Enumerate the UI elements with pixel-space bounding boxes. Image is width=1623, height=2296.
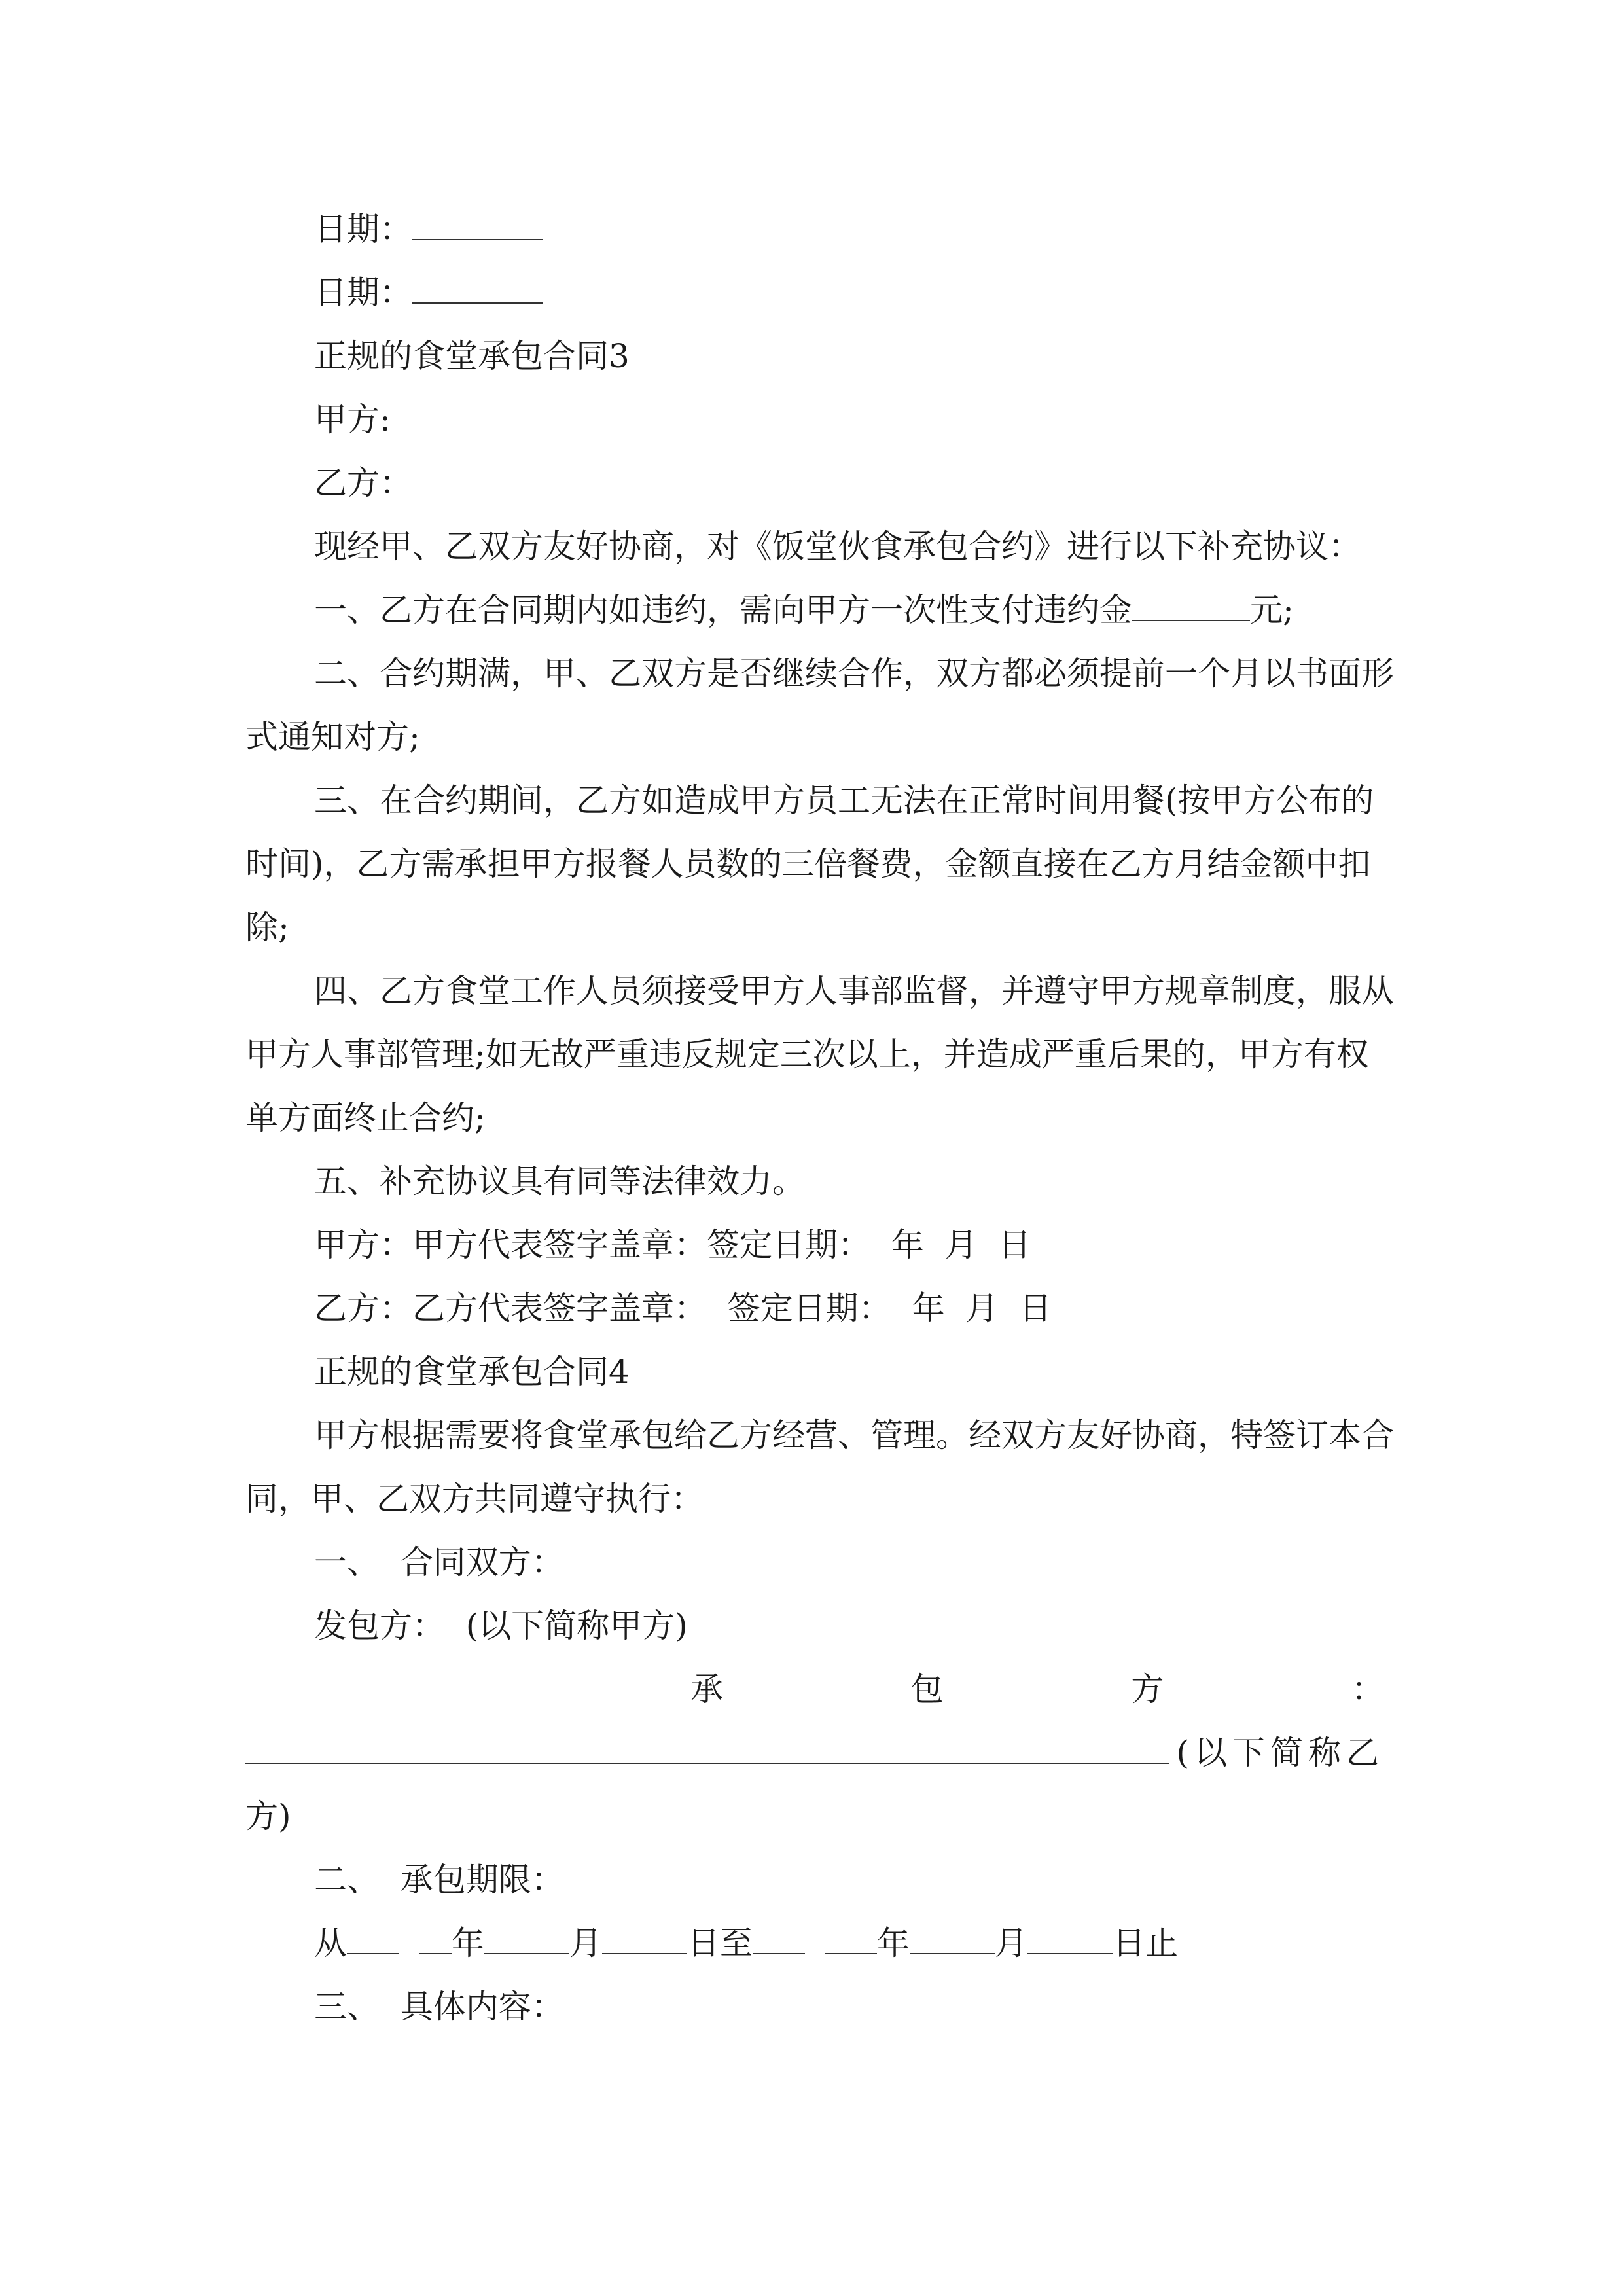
- contract4-section1: 一、 合同双方：: [314, 1543, 564, 1581]
- year-blank: [347, 1914, 399, 1954]
- day-blank: [1027, 1914, 1113, 1954]
- contract3-item4-line2: 甲方人事部管理;如无故严重违反规定三次以上，并造成严重后果的，甲方有权: [245, 1035, 1369, 1073]
- contract4-employer: 发包方： (以下简称甲方): [314, 1607, 688, 1645]
- month-blank: [910, 1914, 995, 1954]
- contract4-intro-line1: 甲方根据需要将食堂承包给乙方经营、管理。经双方友好协商，特签订本合: [314, 1416, 1394, 1454]
- contract4-section3: 三、 具体内容：: [314, 1988, 564, 2026]
- period-day-end: 日止: [1113, 1924, 1178, 1962]
- date-line-2: [245, 260, 1384, 325]
- period-year: 年: [452, 1924, 484, 1962]
- year-blank: [753, 1914, 805, 1954]
- period-from: 从: [314, 1924, 347, 1962]
- contractor-char: 承: [690, 1670, 723, 1708]
- contract3-item2-line1: 二、合约期满，甲、乙双方是否继续合作，双方都必须提前一个月以书面形: [314, 655, 1394, 692]
- contract4-section2: 二、 承包期限：: [314, 1861, 564, 1899]
- contractor-char: 方: [1131, 1670, 1164, 1708]
- date-blank: [412, 263, 543, 304]
- contract3-item3-line3: 除;: [245, 908, 289, 946]
- contract3-item2-line2: 式通知对方;: [245, 718, 420, 756]
- date-label: 日期：: [314, 274, 412, 312]
- contractor-char: 包: [910, 1670, 944, 1708]
- contract3-item3-line1: 三、在合约期间，乙方如造成甲方员工无法在正常时间用餐(按甲方公布的: [314, 781, 1374, 819]
- contract4-intro-line2: 同，甲、乙双方共同遵守执行：: [245, 1480, 704, 1518]
- contractor-char: ：: [1351, 1670, 1384, 1708]
- contract3-party-b: 乙方：: [314, 464, 412, 502]
- period-month: 月: [569, 1924, 602, 1962]
- contractor-suffix-line2: 方): [245, 1797, 291, 1835]
- contract-period-line: [245, 1911, 1384, 1975]
- item1-text: 一、乙方在合同期内如违约，需向甲方一次性支付违约金: [314, 591, 1132, 629]
- contractor-fill-line: [245, 1721, 1384, 1785]
- contract3-sign-b: 乙方：乙方代表签字盖章： 签定日期： 年 月 日: [314, 1289, 1052, 1327]
- date-label: 日期：: [314, 210, 412, 248]
- month-blank: [484, 1914, 569, 1954]
- year-blank: [419, 1914, 452, 1954]
- year-blank: [825, 1914, 877, 1954]
- contract3-item4-line3: 单方面终止合约;: [245, 1099, 486, 1137]
- contract3-sign-a: 甲方：甲方代表签字盖章：签定日期： 年 月 日: [314, 1226, 1031, 1264]
- period-month: 月: [995, 1924, 1027, 1962]
- contract3-title: 正规的食堂承包合同3: [314, 337, 630, 375]
- contract4-title: 正规的食堂承包合同4: [314, 1353, 630, 1391]
- contract3-item1: [245, 578, 1384, 642]
- date-blank: [412, 200, 543, 240]
- penalty-blank: [1132, 581, 1250, 621]
- contract3-item5: 五、补充协议具有同等法律效力。: [314, 1162, 805, 1200]
- contractor-blank: [245, 1722, 1169, 1764]
- contract3-item4-line1: 四、乙方食堂工作人员须接受甲方人事部监督，并遵守甲方规章制度，服从: [314, 972, 1394, 1010]
- date-line-1: [245, 197, 1384, 261]
- period-year: 年: [877, 1924, 910, 1962]
- period-day-to: 日至: [687, 1924, 753, 1962]
- day-blank: [602, 1914, 687, 1954]
- contract3-party-a: 甲方:: [314, 401, 391, 439]
- contract3-intro: 现经甲、乙双方友好协商，对《饭堂伙食承包合约》进行以下补充协议：: [314, 528, 1361, 565]
- contract3-item3-line2: 时间)，乙方需承担甲方报餐人员数的三倍餐费，金额直接在乙方月结金额中扣: [245, 845, 1371, 883]
- contractor-label-line: [245, 1657, 1384, 1721]
- contractor-suffix: (以下简称乙: [1176, 1734, 1384, 1772]
- item1-unit: 元;: [1250, 591, 1294, 629]
